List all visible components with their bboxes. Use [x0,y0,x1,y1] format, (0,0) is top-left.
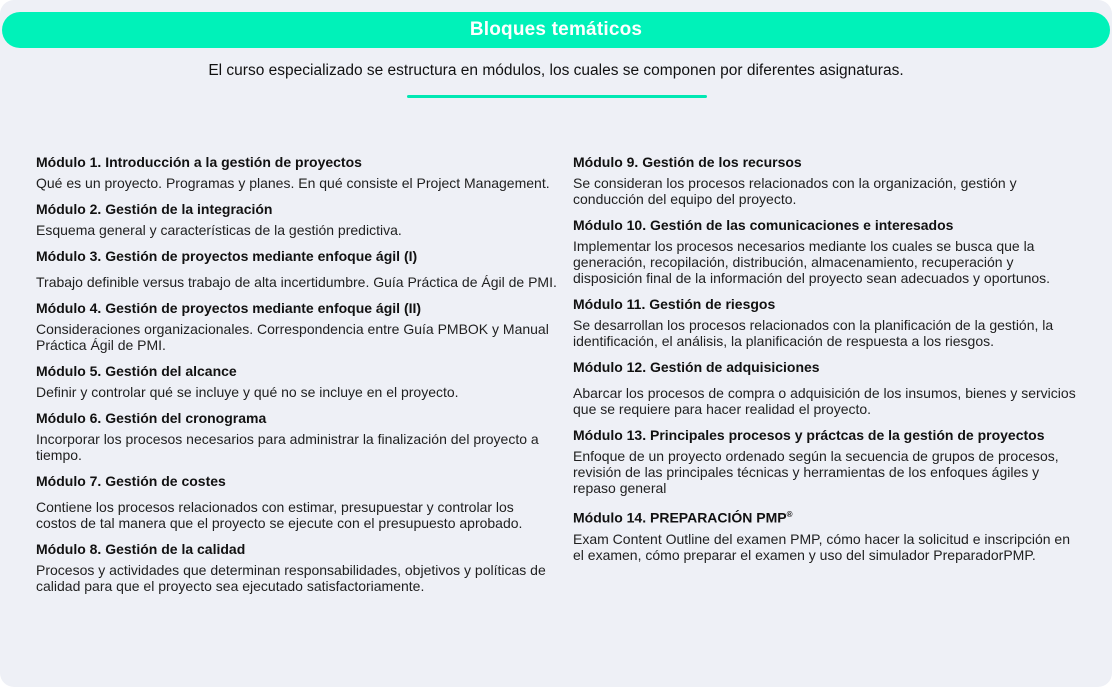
module-title: Módulo 9. Gestión de los recursos [573,154,802,170]
module-title: Módulo 7. Gestión de costes [36,473,226,489]
module-item [573,506,1083,563]
intro-text: El curso especializado se estructura en módulos, los cuales se componen por diferentes asignaturas. [208,62,904,79]
module-item [573,217,1083,286]
module-description: Trabajo definible versus trabajo de alta incertidumbre. Guía Práctica de Ágil de PMI. [36,274,557,290]
module-title-text: Módulo 14. PREPARACIÓN PMP [573,509,787,526]
module-title [573,506,1083,527]
module-item [36,363,558,400]
module-title: Módulo 4. Gestión de proyectos mediante enfoque ágil (II) [36,300,422,316]
module-item [36,154,558,191]
module-title: Módulo 3. Gestión de proyectos mediante enfoque ágil (I) [36,248,418,264]
module-description: Procesos y actividades que determinan responsabilidades, objetivos y políticas de calidad para que el proyecto sea ejecutado satisfactoriamente. [36,562,546,594]
module-description: Definir y controlar qué se incluye y qué no se incluye en el proyecto. [36,384,459,400]
module-description: Qué es un proyecto. Programas y planes. En qué consiste el Project Management. [36,175,550,191]
module-title: Módulo 2. Gestión de la integración [36,201,273,217]
module-description: Abarcar los procesos de compra o adquisición de los insumos, bienes y servicios que se requiere para hacer realidad el proyecto. [573,385,1076,417]
module-item [573,427,1083,496]
module-item [36,410,558,463]
module-description: Esquema general y características de la gestión predictiva. [36,222,402,238]
module-title: Módulo 1. Introducción a la gestión de proyectos [36,154,362,170]
module-item [573,154,1083,207]
module-description: Exam Content Outline del examen PMP, cómo hacer la solicitud e inscripción en el examen, cómo preparar el examen y uso del simulador PreparadorPMP. [573,530,1070,563]
module-description: Contiene los procesos relacionados con estimar, presupuestar y controlar los costos de tal manera que el proyecto se ejecute con el presupuesto aprobado. [36,499,523,531]
modules-column-right [573,154,1083,563]
module-title: Módulo 6. Gestión del cronograma [36,410,267,426]
module-title: Módulo 5. Gestión del alcance [36,363,237,379]
module-item [36,541,558,594]
module-item [36,473,558,531]
module-item [573,359,1083,417]
module-description: Implementar los procesos necesarios mediante los cuales se busca que la generación, recopilación, distribución, almacenamiento, recuperación y disposición final de la información del proyecto sean adecuados y oportunos. [573,238,1051,286]
module-title: Módulo 13. Principales procesos y práctcas de la gestión de proyectos [573,427,1045,443]
module-item [573,296,1083,349]
module-description: Se desarrollan los procesos relacionados con la planificación de la gestión, la identificación, el análisis, la planificación de respuesta a los riesgos. [573,317,1054,349]
module-title: Módulo 11. Gestión de riesgos [573,296,776,312]
module-description: Enfoque de un proyecto ordenado según la secuencia de grupos de procesos, revisión de las principales técnicas y herramientas de los enfoques ágiles y repaso general [573,448,1059,496]
module-item [36,201,558,238]
module-description: Consideraciones organizacionales. Correspondencia entre Guía PMBOK y Manual Práctica Ágil de PMI. [36,321,549,353]
modules-column-left [36,154,558,594]
module-title: Módulo 10. Gestión de las comunicaciones e interesados [573,217,954,233]
module-title: Módulo 8. Gestión de la calidad [36,541,246,557]
registered-mark: ® [786,510,793,519]
section-title: Bloques temáticos [469,19,643,40]
module-item [36,300,558,353]
module-item [36,248,558,290]
accent-divider [407,95,707,98]
module-description: Se consideran los procesos relacionados con la organización, gestión y conducción del equipo del proyecto. [573,175,1017,207]
section-header [2,12,1110,48]
module-title: Módulo 12. Gestión de adquisiciones [573,359,820,375]
module-description: Incorporar los procesos necesarios para administrar la finalización del proyecto a tiempo. [36,431,539,463]
